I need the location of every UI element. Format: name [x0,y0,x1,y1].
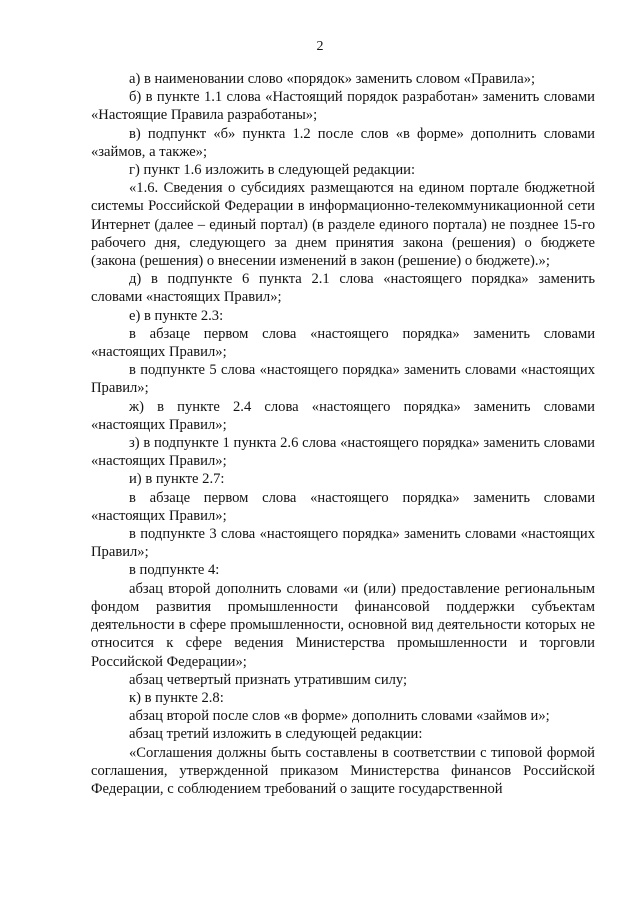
paragraph-amendment-i: и) в пункте 2.7: [129,471,225,488]
paragraph-amendment-z: з) в подпункте 1 пункта 2.6 слова «настоящего порядка» заменить словами «настоящих Правил»; [91,435,595,470]
document-body [91,70,595,798]
page-number: 2 [316,39,324,54]
paragraph-amendment-b: б) в пункте 1.1 слова «Настоящий порядок разработан» заменить словами «Настоящие Правила разработаны»; [91,89,595,124]
paragraph-amendment-k: к) в пункте 2.8: [129,689,224,706]
paragraph-amendment-v: в) подпункт «б» пункта 1.2 после слов «в форме» дополнить словами «займов, а также»; [91,125,595,160]
paragraph-quote-1-6: «1.6. Сведения о субсидиях размещаются на едином портале бюджетной системы Российской Федерации в информационно-телекоммуникационной сети Интернет (далее – единый портал) (в разделе единого портала) не позднее 15-го рабочего дня, следующего за днем принятия закона (решения) о бюджете (закона (решения) о внесении изменений в закон (решение) о бюджете).»; [91,180,595,270]
paragraph-e-first-abzac: в абзаце первом слова «настоящего порядка» заменить словами «настоящих Правил»; [91,325,595,361]
paragraph-amendment-zh: ж) в пункте 2.4 слова «настоящего порядка» заменить словами «настоящих Правил»; [91,398,595,433]
paragraph-k-abzac-third: абзац третий изложить в следующей редакции: [129,726,423,743]
paragraph-i-subpoint-4: в подпункте 4: [129,562,220,579]
paragraph-amendment-a: а) в наименовании слово «порядок» заменить словом «Правила»; [129,71,536,87]
paragraph-i-subpoint-3: в подпункте 3 слова «настоящего порядка» заменить словами «настоящих Правил»; [91,526,595,561]
paragraph-quote-agreements: «Соглашения должны быть составлены в соответствии с типовой формой соглашения, утвержденной приказом Министерства финансов Российской Федерации, с соблюдением требований о защите государственной [91,744,595,797]
paragraph-k-abzac-second: абзац второй после слов «в форме» дополнить словами «займов и»; [129,708,550,725]
paragraph-abzac-second-addition: абзац второй дополнить словами «и (или) предоставление региональным фондом развития промышленности финансовой поддержки субъектам деятельности в сфере промышленности, основной вид деятельности которых не относится к сфере ведения Министерства промышленности и торговли Российской Федерации»; [91,580,595,670]
paragraph-amendment-g: г) пункт 1.6 изложить в следующей редакции: [129,162,416,179]
paragraph-amendment-d: д) в подпункте 6 пункта 2.1 слова «настоящего порядка» заменить словами «настоящих Правил»; [91,271,595,306]
paragraph-i-first-abzac: в абзаце первом слова «настоящего порядка» заменить словами «настоящих Правил»; [91,489,595,524]
paragraph-abzac-fourth-repeal: абзац четвертый признать утратившим силу; [129,671,408,688]
paragraph-e-subpoint-5: в подпункте 5 слова «настоящего порядка» заменить словами «настоящих Правил»; [91,362,595,397]
paragraph-amendment-e: е) в пункте 2.3: [129,307,224,324]
